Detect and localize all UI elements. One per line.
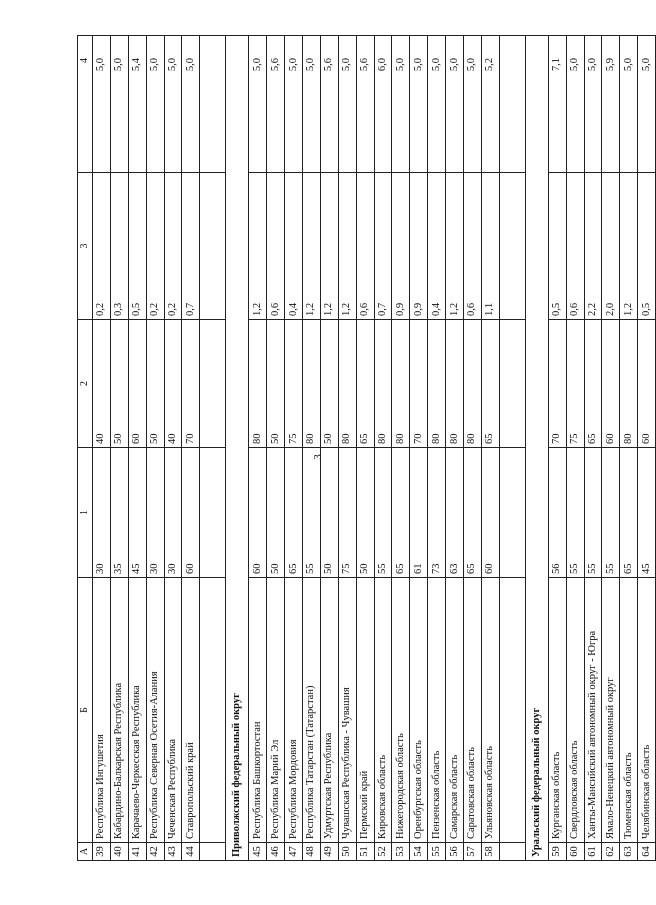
page-number: 3 [311, 454, 324, 460]
value-col-1: 30 [93, 448, 111, 578]
value-col-3: 0,5 [128, 173, 146, 320]
value-col-3: 0,5 [638, 173, 656, 320]
value-col-3: 2,2 [584, 173, 602, 320]
table-row [548, 36, 566, 861]
empty-cell [499, 843, 525, 861]
empty-cell [499, 578, 525, 843]
value-col-4: 5,0 [164, 36, 182, 173]
region-name: Чувашская Республика - Чувашия [338, 578, 356, 843]
region-name: Карачаево-Черкесская Республика [128, 578, 146, 843]
value-col-2: 60 [602, 320, 620, 448]
value-col-4: 5,0 [249, 36, 267, 173]
table-row [356, 36, 374, 861]
value-col-3: 0,2 [93, 173, 111, 320]
value-col-3: 0,6 [267, 173, 285, 320]
row-number: 48 [303, 843, 321, 861]
row-number: 44 [182, 843, 200, 861]
table-row [620, 36, 638, 861]
value-col-2: 65 [481, 320, 499, 448]
value-col-4: 6,0 [374, 36, 392, 173]
table-row [320, 36, 338, 861]
table-row [374, 36, 392, 861]
value-col-3: 1,2 [249, 173, 267, 320]
region-name: Республика Марий Эл [267, 578, 285, 843]
table-row [110, 36, 128, 861]
row-number: 63 [620, 843, 638, 861]
value-col-4: 5,0 [410, 36, 428, 173]
table-row [566, 36, 584, 861]
value-col-3: 1,2 [320, 173, 338, 320]
value-col-2: 50 [146, 320, 164, 448]
region-name: Свердловская область [566, 578, 584, 843]
value-col-3: 1,2 [620, 173, 638, 320]
header-cell: А [78, 843, 93, 861]
rotated-table-container [77, 36, 652, 861]
value-col-4: 5,6 [267, 36, 285, 173]
value-col-2: 40 [93, 320, 111, 448]
value-col-2: 65 [584, 320, 602, 448]
value-col-1: 75 [338, 448, 356, 578]
district-heading-row [226, 36, 249, 861]
row-number: 49 [320, 843, 338, 861]
value-col-1: 55 [374, 448, 392, 578]
value-col-3: 0,3 [110, 173, 128, 320]
value-col-2: 50 [320, 320, 338, 448]
value-col-4: 5,0 [285, 36, 303, 173]
region-name: Ульяновская область [481, 578, 499, 843]
value-col-2: 80 [249, 320, 267, 448]
value-col-1: 50 [267, 448, 285, 578]
value-col-1: 65 [620, 448, 638, 578]
value-col-4: 5,0 [566, 36, 584, 173]
table-row [392, 36, 410, 861]
row-number: 61 [584, 843, 602, 861]
value-col-4: 5,0 [146, 36, 164, 173]
value-col-1: 55 [566, 448, 584, 578]
value-col-3: 0,5 [548, 173, 566, 320]
row-number: 62 [602, 843, 620, 861]
spacer-row [200, 36, 226, 861]
row-number: 59 [548, 843, 566, 861]
value-col-1: 45 [128, 448, 146, 578]
header-cell: 4 [78, 36, 93, 173]
district-heading: Уральский федеральный округ [525, 36, 548, 861]
row-number: 43 [164, 843, 182, 861]
region-name: Самарская область [446, 578, 464, 843]
data-table [77, 35, 656, 861]
value-col-2: 80 [620, 320, 638, 448]
value-col-2: 50 [110, 320, 128, 448]
table-row [93, 36, 111, 861]
value-col-4: 5,0 [303, 36, 321, 173]
value-col-3: 0,4 [428, 173, 446, 320]
value-col-4: 5,0 [392, 36, 410, 173]
table-row [303, 36, 321, 861]
empty-cell [200, 320, 226, 448]
value-col-4: 5,0 [584, 36, 602, 173]
table-row [481, 36, 499, 861]
value-col-2: 80 [303, 320, 321, 448]
row-number: 55 [428, 843, 446, 861]
table-header-row [78, 36, 93, 861]
value-col-2: 60 [128, 320, 146, 448]
table-row [249, 36, 267, 861]
value-col-1: 30 [164, 448, 182, 578]
table-row [428, 36, 446, 861]
header-cell: 1 [78, 448, 93, 578]
row-number: 64 [638, 843, 656, 861]
value-col-4: 5,0 [638, 36, 656, 173]
region-name: Чеченская Республика [164, 578, 182, 843]
row-number: 47 [285, 843, 303, 861]
empty-cell [499, 448, 525, 578]
table-row [338, 36, 356, 861]
table-row [267, 36, 285, 861]
value-col-4: 5,0 [110, 36, 128, 173]
value-col-2: 80 [392, 320, 410, 448]
region-name: Кировская область [374, 578, 392, 843]
spacer-row [499, 36, 525, 861]
row-number: 50 [338, 843, 356, 861]
value-col-3: 0,7 [182, 173, 200, 320]
region-name: Республика Ингушетия [93, 578, 111, 843]
region-name: Кабардино-Балкарская Республика [110, 578, 128, 843]
value-col-3: 0,6 [464, 173, 482, 320]
value-col-3: 0,6 [356, 173, 374, 320]
row-number: 56 [446, 843, 464, 861]
empty-cell [200, 36, 226, 173]
table-row [164, 36, 182, 861]
row-number: 42 [146, 843, 164, 861]
value-col-2: 70 [410, 320, 428, 448]
value-col-1: 60 [249, 448, 267, 578]
value-col-2: 80 [428, 320, 446, 448]
region-name: Саратовская область [464, 578, 482, 843]
value-col-3: 2,0 [602, 173, 620, 320]
value-col-1: 56 [548, 448, 566, 578]
region-name: Пензенская область [428, 578, 446, 843]
value-col-4: 5,0 [428, 36, 446, 173]
row-number: 53 [392, 843, 410, 861]
table-row [464, 36, 482, 861]
row-number: 41 [128, 843, 146, 861]
value-col-3: 0,2 [146, 173, 164, 320]
value-col-4: 5,0 [446, 36, 464, 173]
value-col-4: 5,0 [338, 36, 356, 173]
value-col-1: 60 [182, 448, 200, 578]
value-col-1: 55 [602, 448, 620, 578]
row-number: 52 [374, 843, 392, 861]
value-col-4: 5,9 [602, 36, 620, 173]
value-col-4: 5,2 [481, 36, 499, 173]
value-col-3: 0,6 [566, 173, 584, 320]
region-name: Ямало-Ненецкий автономный округ [602, 578, 620, 843]
region-name: Ставропольский край [182, 578, 200, 843]
value-col-1: 60 [481, 448, 499, 578]
value-col-1: 45 [638, 448, 656, 578]
table-row [638, 36, 656, 861]
value-col-1: 35 [110, 448, 128, 578]
row-number: 57 [464, 843, 482, 861]
table-row [410, 36, 428, 861]
table-row [146, 36, 164, 861]
value-col-4: 5,0 [93, 36, 111, 173]
value-col-2: 65 [356, 320, 374, 448]
value-col-1: 65 [285, 448, 303, 578]
table-row [182, 36, 200, 861]
value-col-1: 61 [410, 448, 428, 578]
value-col-1: 50 [356, 448, 374, 578]
empty-cell [200, 173, 226, 320]
region-name: Оренбургская область [410, 578, 428, 843]
region-name: Республика Мордовия [285, 578, 303, 843]
district-heading-row [525, 36, 548, 861]
empty-cell [200, 578, 226, 843]
value-col-2: 80 [464, 320, 482, 448]
value-col-2: 50 [267, 320, 285, 448]
value-col-2: 70 [548, 320, 566, 448]
table-row [602, 36, 620, 861]
district-heading: Приволжский федеральный округ [226, 36, 249, 861]
region-name: Республика Татарстан (Татарстан) [303, 578, 321, 843]
region-name: Пермский край [356, 578, 374, 843]
region-name: Республика Башкортостан [249, 578, 267, 843]
value-col-3: 1,2 [338, 173, 356, 320]
row-number: 51 [356, 843, 374, 861]
value-col-1: 50 [320, 448, 338, 578]
value-col-3: 1,2 [446, 173, 464, 320]
row-number: 39 [93, 843, 111, 861]
value-col-4: 5,0 [620, 36, 638, 173]
header-cell: 3 [78, 173, 93, 320]
value-col-2: 75 [285, 320, 303, 448]
region-name: Нижегородская область [392, 578, 410, 843]
value-col-4: 5,0 [182, 36, 200, 173]
row-number: 45 [249, 843, 267, 861]
value-col-4: 5,6 [320, 36, 338, 173]
region-name: Челябинская область [638, 578, 656, 843]
empty-cell [200, 843, 226, 861]
region-name: Курганская область [548, 578, 566, 843]
table-row [584, 36, 602, 861]
value-col-4: 7,1 [548, 36, 566, 173]
value-col-3: 0,9 [392, 173, 410, 320]
value-col-2: 80 [374, 320, 392, 448]
empty-cell [499, 173, 525, 320]
value-col-4: 5,0 [464, 36, 482, 173]
value-col-1: 55 [303, 448, 321, 578]
region-name: Ханты-Мансийский автономный округ - Югра [584, 578, 602, 843]
region-name: Удмуртская Республика [320, 578, 338, 843]
row-number: 40 [110, 843, 128, 861]
value-col-2: 80 [338, 320, 356, 448]
value-col-3: 0,2 [164, 173, 182, 320]
empty-cell [499, 320, 525, 448]
value-col-1: 65 [464, 448, 482, 578]
value-col-1: 65 [392, 448, 410, 578]
empty-cell [200, 448, 226, 578]
region-name: Тюменская область [620, 578, 638, 843]
empty-cell [499, 36, 525, 173]
header-cell: Б [78, 578, 93, 843]
row-number: 60 [566, 843, 584, 861]
value-col-2: 75 [566, 320, 584, 448]
value-col-2: 40 [164, 320, 182, 448]
value-col-3: 1,1 [481, 173, 499, 320]
row-number: 54 [410, 843, 428, 861]
value-col-2: 60 [638, 320, 656, 448]
value-col-4: 5,4 [128, 36, 146, 173]
header-cell: 2 [78, 320, 93, 448]
value-col-3: 0,4 [285, 173, 303, 320]
value-col-1: 63 [446, 448, 464, 578]
value-col-4: 5,6 [356, 36, 374, 173]
value-col-1: 73 [428, 448, 446, 578]
row-number: 58 [481, 843, 499, 861]
value-col-1: 30 [146, 448, 164, 578]
table-row [285, 36, 303, 861]
region-name: Республика Северная Осетия-Алания [146, 578, 164, 843]
value-col-3: 0,7 [374, 173, 392, 320]
table-row [446, 36, 464, 861]
value-col-3: 1,2 [303, 173, 321, 320]
row-number: 46 [267, 843, 285, 861]
value-col-1: 55 [584, 448, 602, 578]
value-col-3: 0,9 [410, 173, 428, 320]
value-col-2: 70 [182, 320, 200, 448]
value-col-2: 80 [446, 320, 464, 448]
table-row [128, 36, 146, 861]
